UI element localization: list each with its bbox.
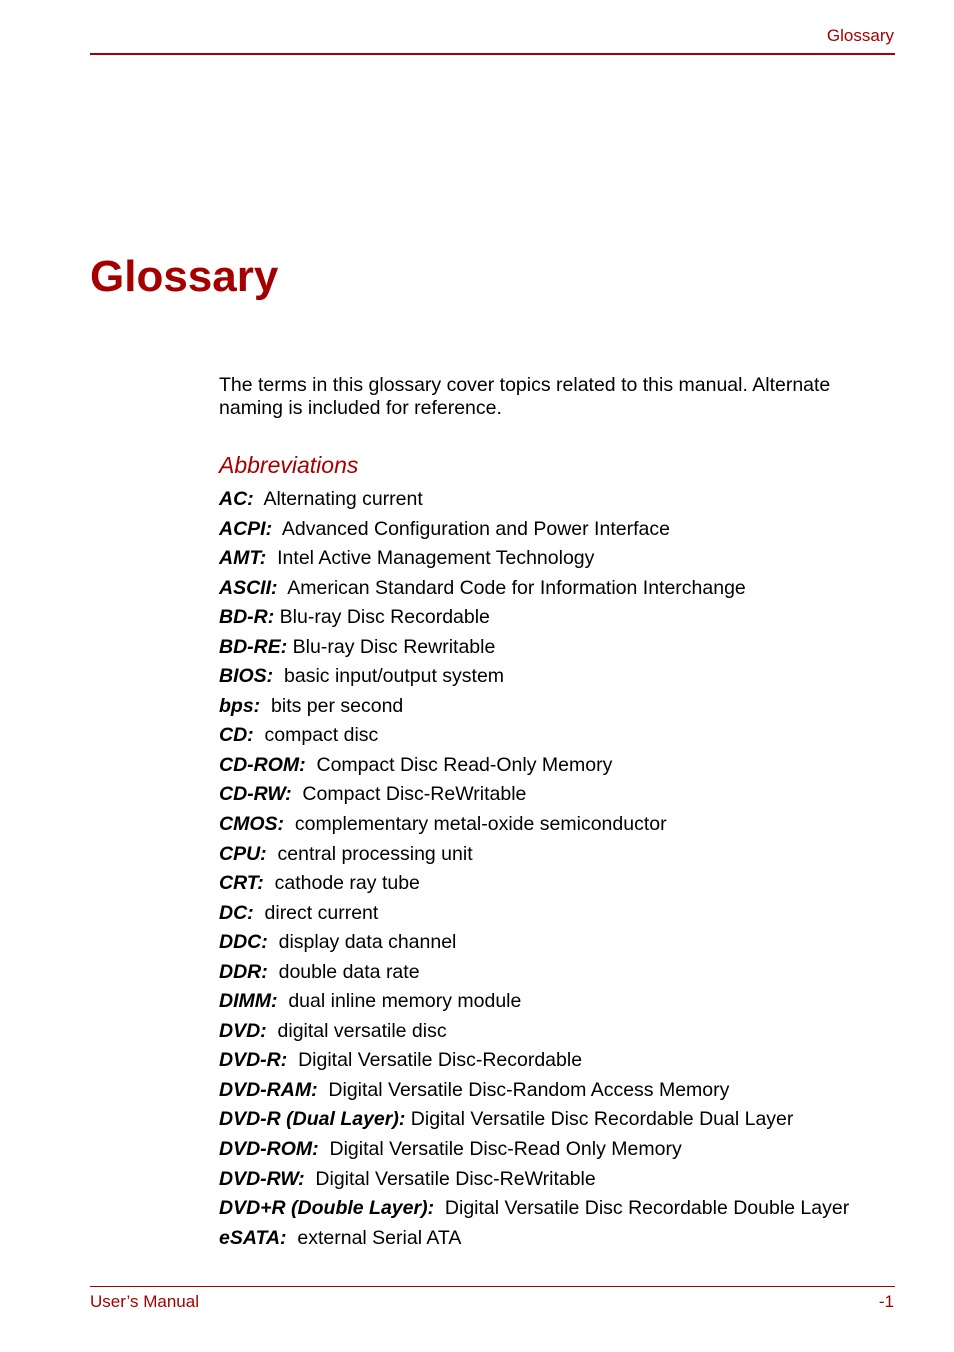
glossary-entry bbox=[219, 515, 899, 545]
glossary-separator bbox=[287, 1227, 298, 1249]
glossary-definition: external Serial ATA bbox=[297, 1226, 462, 1249]
page-number: -1 bbox=[878, 1292, 894, 1311]
header-rule bbox=[90, 53, 895, 55]
running-header: Glossary bbox=[826, 26, 894, 45]
glossary-entry bbox=[219, 1046, 899, 1076]
glossary-separator bbox=[306, 754, 317, 776]
glossary-term: AMT: bbox=[219, 547, 267, 570]
glossary-definition: Digital Versatile Disc-ReWritable bbox=[315, 1167, 596, 1190]
glossary-term: ACPI: bbox=[219, 517, 273, 540]
glossary-separator bbox=[273, 665, 284, 687]
glossary-term: DC: bbox=[219, 901, 254, 924]
glossary-definition: Compact Disc Read-Only Memory bbox=[316, 753, 613, 776]
glossary-definition: dual inline memory module bbox=[288, 990, 522, 1013]
glossary-entry bbox=[219, 633, 899, 663]
glossary-entry bbox=[219, 810, 899, 840]
footer-manual-name: User’s Manual bbox=[90, 1292, 199, 1311]
glossary-separator bbox=[434, 1197, 445, 1219]
glossary-definition: Digital Versatile Disc Recordable Double Layer bbox=[444, 1197, 850, 1220]
footer-rule bbox=[90, 1286, 895, 1287]
glossary-separator bbox=[267, 1020, 278, 1042]
glossary-term: BIOS: bbox=[219, 665, 274, 688]
glossary-entry bbox=[219, 485, 899, 515]
glossary-term: CD-ROM: bbox=[219, 753, 306, 776]
glossary-term: eSATA: bbox=[219, 1226, 287, 1249]
glossary-separator bbox=[254, 488, 264, 510]
glossary-term: CPU: bbox=[219, 842, 267, 865]
glossary-definition: Digital Versatile Disc-Random Access Memory bbox=[328, 1078, 730, 1101]
page-title: Glossary bbox=[90, 252, 279, 301]
glossary-definition: basic input/output system bbox=[284, 665, 505, 688]
glossary-separator bbox=[277, 990, 288, 1012]
glossary-separator bbox=[305, 1168, 316, 1190]
glossary-definition: Digital Versatile Disc-Read Only Memory bbox=[329, 1138, 682, 1161]
glossary-entry bbox=[219, 1017, 899, 1047]
glossary-separator bbox=[268, 961, 279, 983]
glossary-entry bbox=[219, 1076, 899, 1106]
glossary-definition: display data channel bbox=[278, 931, 457, 954]
glossary-separator bbox=[254, 724, 265, 746]
glossary-definition: American Standard Code for Information Interchange bbox=[287, 576, 746, 599]
glossary-term: DDC: bbox=[219, 931, 268, 954]
glossary-separator bbox=[287, 1049, 298, 1071]
glossary-entry bbox=[219, 1224, 899, 1254]
glossary-separator bbox=[264, 872, 275, 894]
glossary-term: CD-RW: bbox=[219, 783, 292, 806]
glossary-entry bbox=[219, 603, 899, 633]
glossary-separator bbox=[278, 577, 288, 599]
glossary-separator bbox=[292, 783, 303, 805]
glossary-separator bbox=[318, 1079, 329, 1101]
glossary-separator bbox=[254, 902, 265, 924]
glossary-entry bbox=[219, 1105, 899, 1135]
abbreviation-list bbox=[219, 485, 899, 1253]
glossary-definition: direct current bbox=[264, 901, 379, 924]
glossary-entry bbox=[219, 721, 899, 751]
glossary-definition: complementary metal-oxide semiconductor bbox=[294, 813, 667, 836]
glossary-entry bbox=[219, 958, 899, 988]
glossary-term: DVD-RAM: bbox=[219, 1078, 318, 1101]
glossary-separator bbox=[284, 813, 295, 835]
glossary-term: DVD+R (Double Layer): bbox=[219, 1197, 435, 1220]
glossary-entry bbox=[219, 692, 899, 722]
glossary-definition: Blu-ray Disc Rewritable bbox=[292, 635, 496, 658]
glossary-separator bbox=[266, 547, 277, 569]
glossary-definition: double data rate bbox=[278, 960, 420, 983]
glossary-separator bbox=[260, 695, 271, 717]
glossary-separator bbox=[268, 931, 279, 953]
glossary-definition: digital versatile disc bbox=[277, 1019, 447, 1042]
glossary-term: bps: bbox=[219, 694, 261, 717]
glossary-definition: central processing unit bbox=[277, 842, 473, 865]
glossary-term: DVD-ROM: bbox=[219, 1138, 319, 1161]
glossary-term: CD: bbox=[219, 724, 254, 747]
glossary-definition: Digital Versatile Disc-Recordable bbox=[298, 1049, 583, 1072]
intro-paragraph: The terms in this glossary cover topics related to this manual. Alternate naming is included for reference. bbox=[219, 374, 831, 419]
glossary-separator bbox=[272, 518, 282, 540]
glossary-entry bbox=[219, 544, 899, 574]
glossary-term: DVD-R (Dual Layer): bbox=[219, 1108, 406, 1131]
glossary-term: DDR: bbox=[219, 960, 268, 983]
glossary-entry bbox=[219, 574, 899, 604]
glossary-entry bbox=[219, 928, 899, 958]
glossary-definition: bits per second bbox=[271, 694, 404, 717]
glossary-entry bbox=[219, 1135, 899, 1165]
glossary-separator bbox=[319, 1138, 330, 1160]
glossary-term: BD-R: bbox=[219, 606, 275, 629]
glossary-definition: Digital Versatile Disc Recordable Dual Layer bbox=[410, 1108, 794, 1131]
glossary-definition: compact disc bbox=[264, 724, 379, 747]
section-heading-abbreviations: Abbreviations bbox=[219, 452, 359, 478]
glossary-entry bbox=[219, 869, 899, 899]
glossary-entry bbox=[219, 780, 899, 810]
glossary-entry bbox=[219, 899, 899, 929]
glossary-entry bbox=[219, 1165, 899, 1195]
glossary-definition: Blu-ray Disc Recordable bbox=[279, 606, 490, 629]
glossary-definition: cathode ray tube bbox=[274, 872, 420, 895]
glossary-separator bbox=[267, 843, 278, 865]
glossary-term: DVD: bbox=[219, 1019, 267, 1042]
glossary-entry bbox=[219, 987, 899, 1017]
glossary-definition: Intel Active Management Technology bbox=[277, 547, 595, 570]
glossary-definition: Alternating current bbox=[263, 488, 423, 510]
glossary-entry bbox=[219, 1194, 899, 1224]
glossary-term: AC: bbox=[219, 488, 254, 510]
glossary-term: DVD-R: bbox=[219, 1049, 288, 1072]
glossary-term: CMOS: bbox=[219, 813, 284, 836]
glossary-term: CRT: bbox=[219, 872, 264, 895]
glossary-definition: Advanced Configuration and Power Interface bbox=[281, 517, 670, 540]
glossary-term: DVD-RW: bbox=[219, 1167, 305, 1190]
glossary-term: ASCII: bbox=[219, 576, 278, 599]
glossary-term: DIMM: bbox=[219, 990, 278, 1013]
glossary-entry bbox=[219, 751, 899, 781]
glossary-term: BD-RE: bbox=[219, 635, 288, 658]
glossary-definition: Compact Disc-ReWritable bbox=[302, 783, 527, 806]
glossary-entry bbox=[219, 840, 899, 870]
glossary-entry bbox=[219, 662, 899, 692]
